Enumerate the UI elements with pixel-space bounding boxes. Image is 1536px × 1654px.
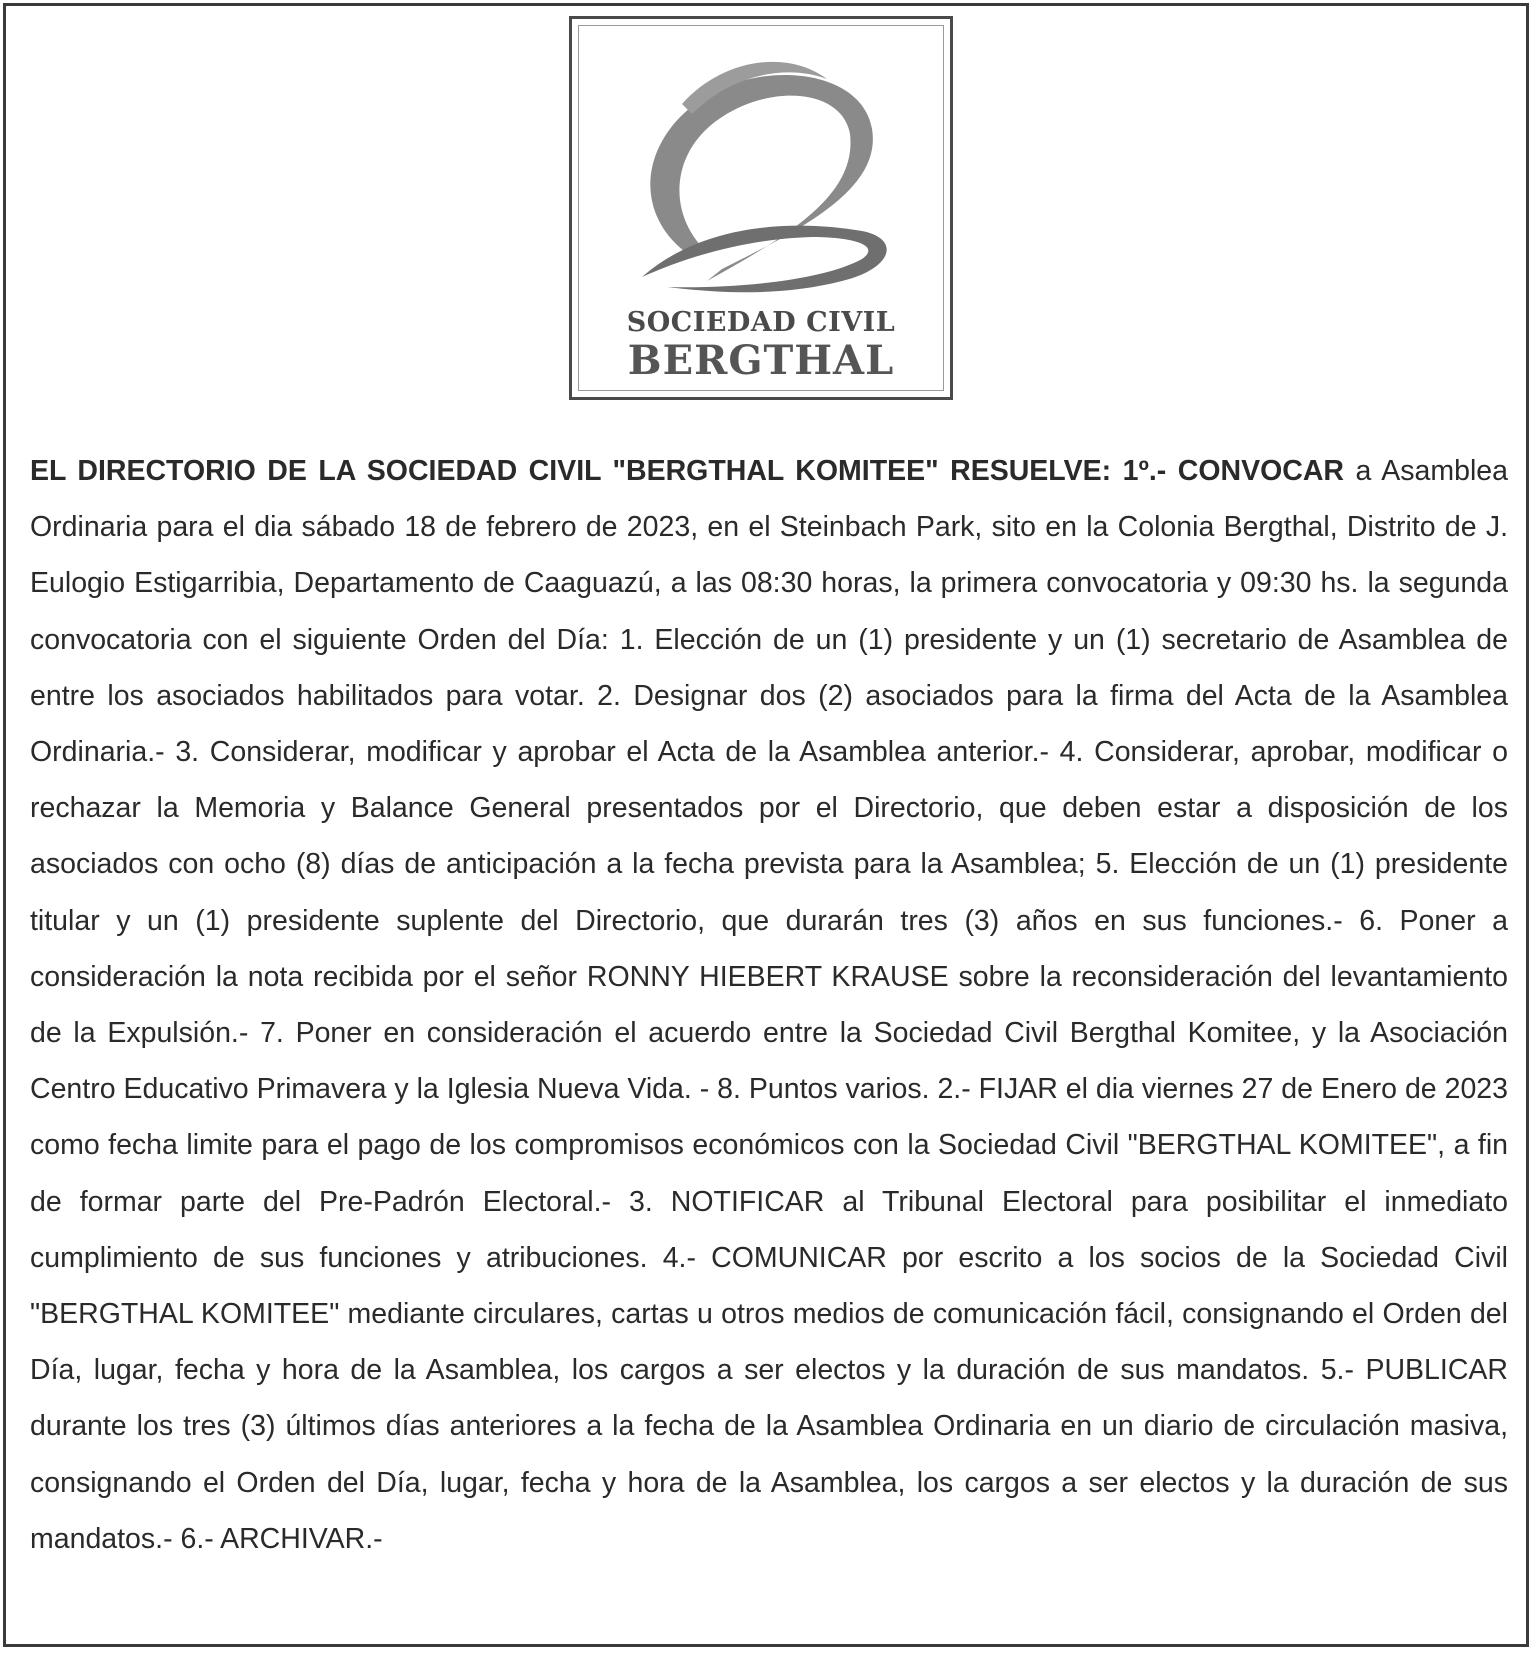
logo-line-2: BERGTHAL bbox=[627, 337, 895, 384]
notice-lead: EL DIRECTORIO DE LA SOCIEDAD CIVIL "BERGTHAL KOMITEE" RESUELVE: 1º.- CONVOCAR bbox=[30, 455, 1345, 487]
notice-frame bbox=[3, 3, 1529, 1647]
logo-line-1: SOCIEDAD CIVIL bbox=[626, 307, 896, 338]
notice-text: a Asamblea Ordinaria para el dia sábado 18 de febrero de 2023, en el Steinbach Park, sito en la Colonia Bergthal, Distrito de J. Eulogio Estigarribia, Departamento de Caaguazú, a las 08:30 horas, la primera convocatoria y 09:30 hs. la segunda convocatoria con el siguiente Orden del Día: 1. Elección de un (1) presidente y un (1) secretario de Asamblea de entre los asociados habilitados para votar. 2. Designar dos (2) asociados para la firma del Acta de la Asamblea Ordinaria.- 3. Considerar, modificar y aprobar el Acta de la Asamblea anterior.- 4. Considerar, aprobar, modificar o rechazar la Memoria y Balance General presentados por el Directorio, que deben estar a disposición de los asociados con ocho (8) días de anticipación a la fecha prevista para la Asamblea; 5. Elección de un (1) presidente titular y un (1) presidente suplente del Directorio, que durarán tres (3) años en sus funciones.- 6. Poner a consideración la nota recibida por el señor RONNY HIEBERT KRAUSE sobre la reconsideración del levantamiento de la Expulsión.- 7. Poner en consideración el acuerdo entre la Sociedad Civil Bergthal Komitee, y la Asociación Centro Educativo Primavera y la Iglesia Nueva Vida. - 8. Puntos varios. 2.- FIJAR el dia viernes 27 de Enero de 2023 como fecha limite para el pago de los compromisos económicos con la Sociedad Civil "BERGTHAL KOMITEE", a fin de formar parte del Pre-Padrón Electoral.- 3. NOTIFICAR al Tribunal Electoral para posibilitar el inmediato cumplimiento de sus funciones y atribuciones. 4.- COMUNICAR por escrito a los socios de la Sociedad Civil "BERGTHAL KOMITEE" mediante circulares, cartas u otros medios de comunicación fácil, consignando el Orden del Día, lugar, fecha y hora de la Asamblea, los cargos a ser electos y la duración de sus mandatos. 5.- PUBLICAR durante los tres (3) últimos días anteriores a la fecha de la Asamblea Ordinaria en un diario de circulación masiva, consignando el Orden del Día, lugar, fecha y hora de la Asamblea, los cargos a ser electos y la duración de sus mandatos.- 6.- ARCHIVAR.- bbox=[30, 455, 1508, 1555]
logo-box bbox=[569, 16, 953, 400]
bergthal-logo-emblem bbox=[572, 19, 950, 309]
notice-body bbox=[30, 443, 1508, 1567]
